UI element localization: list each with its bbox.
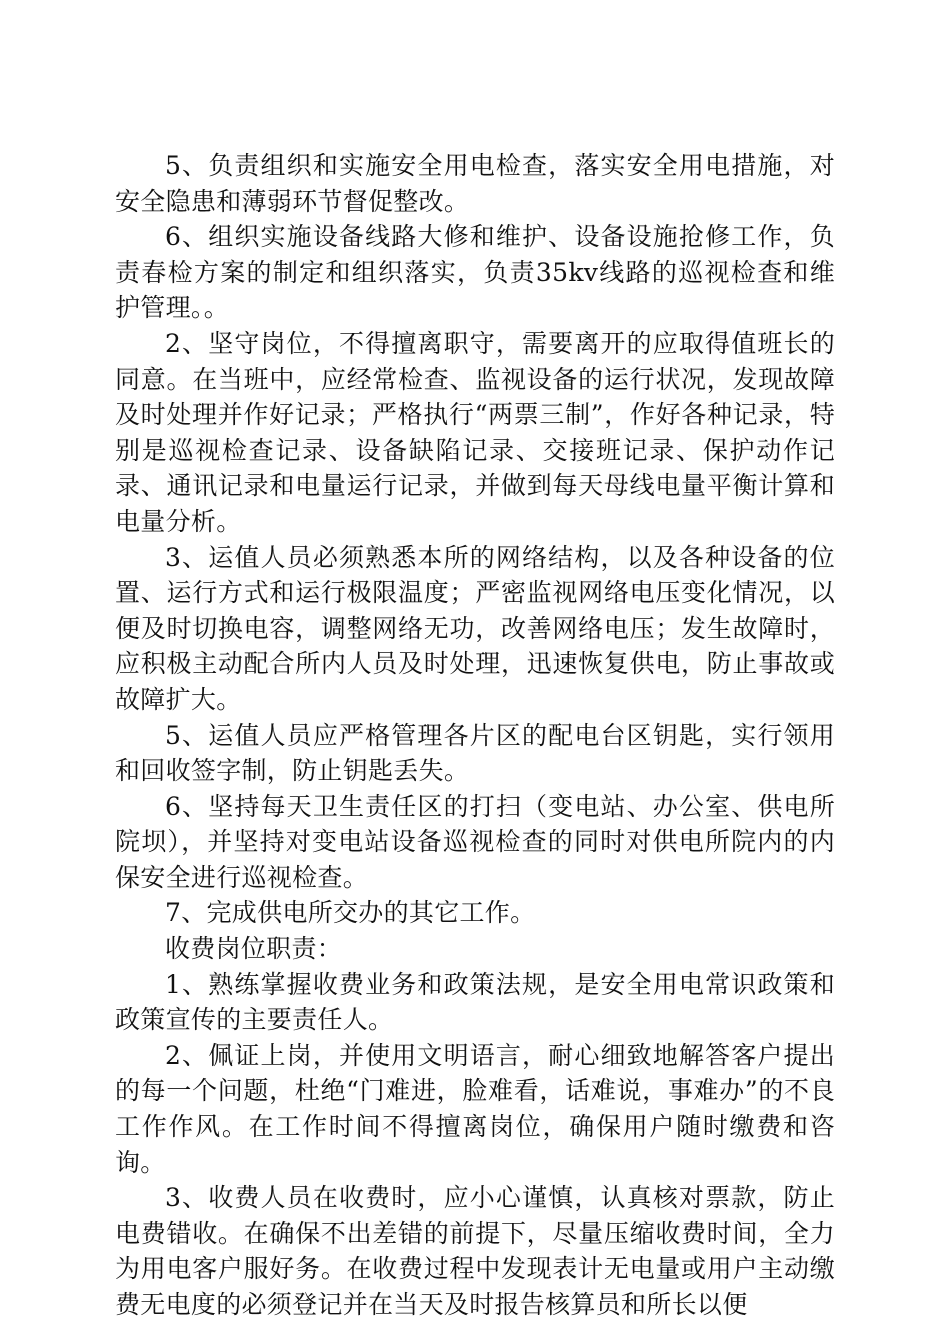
paragraph-item-7-other-work: 7、完成供电所交办的其它工作。 <box>165 898 536 928</box>
paragraph-item-6-cleaning: 6、坚持每天卫生责任区的打扫（变电站、办公室、供电所院坝），并坚持对变电站设备巡视检查的同时对供电所院内的内保安全进行巡视检查。 <box>115 791 835 892</box>
paragraph-item-2-stay-at-post: 2、坚守岗位，不得擅离职守，需要离开的应取得值班长的同意。在当班中，应经常检查、监视设备的运行状况，发现故障及时处理并作好记录；严格执行“两票三制”，作好各种记录，特别是巡视检查记录、设备缺陷记录、交接班记录、保护动作记录、通讯记录和电量运行记录，并做到每天母线电量平衡计算和电量分析。 <box>115 328 835 536</box>
paragraph-billing-1: 1、熟练掌握收费业务和政策法规，是安全用电常识政策和政策宣传的主要责任人。 <box>115 969 835 1035</box>
paragraph-billing-3: 3、收费人员在收费时，应小心谨慎，认真核对票款，防止电费错收。在确保不出差错的前提下，尽量压缩收费时间，全力为用电客户服好务。在收费过程中发现表计无电量或用户主动缴费无电度的必须登记并在当天及时报告核算员和所长以便 <box>115 1183 835 1319</box>
document-body <box>115 148 835 1323</box>
paragraph-billing-2: 2、佩证上岗，并使用文明语言，耐心细致地解答客户提出的每一个问题，杜绝“门难进，脸难看，话难说，事难办”的不良工作作风。在工作时间不得擅离岗位，确保用户随时缴费和咨询。 <box>115 1040 835 1177</box>
paragraph-item-5-safety-inspection: 5、负责组织和实施安全用电检查，落实安全用电措施，对安全隐患和薄弱环节督促整改。 <box>115 151 835 216</box>
paragraph-item-6-maintenance: 6、组织实施设备线路大修和维护、设备设施抢修工作，负责春检方案的制定和组织落实，负责35kv线路的巡视检查和维护管理。。 <box>115 222 835 323</box>
paragraph-item-5-key-management: 5、运值人员应严格管理各片区的配电台区钥匙，实行领用和回收签字制，防止钥匙丢失。 <box>115 720 835 786</box>
paragraph-item-3-network-knowledge: 3、运值人员必须熟悉本所的网络结构，以及各种设备的位置、运行方式和运行极限温度；严密监视网络电压变化情况，以便及时切换电容，调整网络无功，改善网络电压；发生故障时，应积极主动配合所内人员及时处理，迅速恢复供电，防止事故或故障扩大。 <box>115 542 835 714</box>
section-heading-billing-duties: 收费岗位职责： <box>165 934 343 964</box>
